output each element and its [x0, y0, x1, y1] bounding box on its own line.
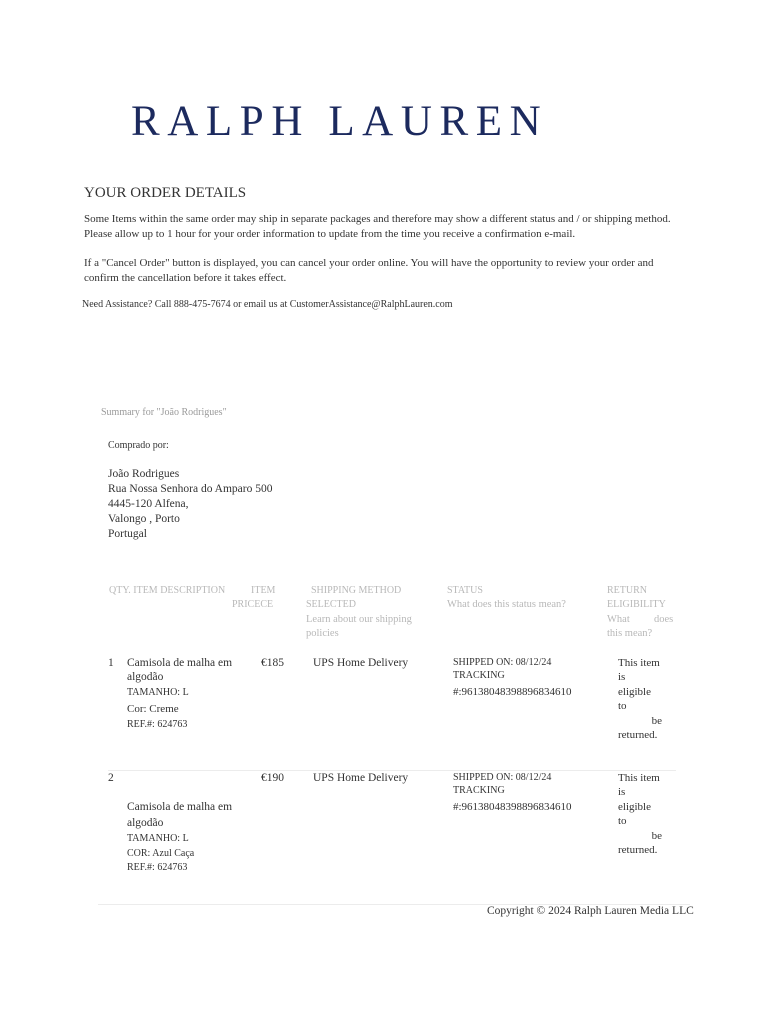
header-shipping-line-1: SHIPPING METHOD [311, 585, 402, 596]
row-2-size: TAMANHO: L [127, 833, 189, 844]
header-return-line-2: ELIGIBILITY [607, 599, 666, 610]
billing-address [108, 467, 273, 542]
row-2-item-name-line-2: algodão [127, 817, 164, 829]
row-2-tracking-label: TRACKING [453, 785, 505, 796]
info-paragraph-2-line-1: If a "Cancel Order" button is displayed, you can cancel your order online. You will have the opportunity to review your order and [84, 257, 654, 269]
return-word: eligible [618, 800, 651, 813]
header-status: STATUS [447, 585, 483, 596]
return-word: returned. [618, 844, 658, 857]
assistance-text: Need Assistance? Call 888-475-7674 or email us at CustomerAssistance@RalphLauren.com [82, 299, 453, 310]
return-word: This item [618, 772, 660, 784]
row-2-item-name-line-1: Camisola de malha em [127, 801, 233, 813]
row-2-color: COR: Azul Caça [127, 848, 195, 859]
header-item-price-line-1: ITEM [251, 585, 276, 596]
return-word: eligible [618, 685, 651, 698]
row-2-ref: REF.#: 624763 [127, 862, 188, 873]
row-2-price: €190 [261, 772, 284, 784]
row-2-qty: 2 [108, 772, 114, 784]
row-1-item-name-line-1: Camisola de malha em [127, 657, 233, 669]
return-word: to [618, 700, 627, 713]
return-meaning-link-does[interactable]: does [654, 614, 674, 625]
row-2-tracking-number[interactable]: #:96138048398896834610 [453, 801, 572, 813]
header-qty-description: QTY. ITEM DESCRIPTION [109, 585, 226, 596]
info-paragraph-1-line-1: Some Items within the same order may ship in separate packages and therefore may show a different status and / or shipping method. [84, 213, 671, 225]
row-1-qty: 1 [108, 657, 114, 669]
address-line: Rua Nossa Senhora do Amparo 500 [108, 483, 273, 495]
info-paragraph-1-line-2: Please allow up to 1 hour for your order information to update from the time you receive a confirmation e-mail. [84, 227, 576, 240]
address-line: João Rodrigues [108, 468, 180, 480]
row-1-shipping-method: UPS Home Delivery [313, 657, 409, 669]
ralph-lauren-logo: RALPH LAUREN [131, 98, 549, 145]
info-paragraph-1 [84, 212, 724, 241]
address-line: Valongo , Porto [108, 513, 180, 525]
shipping-policies-link[interactable] [306, 613, 412, 641]
row-2-return-eligibility [618, 771, 662, 857]
return-word: This item [618, 657, 660, 669]
row-1-tracking-number[interactable]: #:96138048398896834610 [453, 686, 572, 698]
return-meaning-link-line-2[interactable]: this mean? [607, 628, 653, 639]
row-1-shipped-on: SHIPPED ON: 08/12/24 [453, 657, 552, 668]
return-meaning-link-what[interactable]: What [607, 614, 630, 625]
return-word: is [618, 671, 626, 684]
row-2-shipped-on: SHIPPED ON: 08/12/24 [453, 772, 552, 783]
shipping-policies-link-line-2[interactable]: policies [306, 628, 339, 639]
header-item-price-line-2: PRICECE [232, 599, 274, 610]
return-word: returned. [618, 729, 658, 742]
header-shipping-line-2: SELECTED [306, 599, 356, 610]
info-paragraph-2-line-2: confirm the cancellation before it takes effect. [84, 271, 287, 284]
row-1-tracking-label: TRACKING [453, 670, 505, 681]
shipping-policies-link-line-1[interactable]: Learn about our shipping [306, 614, 412, 625]
bought-by-label: Comprado por: [108, 440, 169, 451]
row-2-shipping-method: UPS Home Delivery [313, 772, 409, 784]
row-1-return-eligibility [618, 656, 662, 742]
return-word: be [651, 714, 662, 727]
info-paragraph-2 [84, 256, 724, 285]
address-line: 4445-120 Alfena, [108, 498, 189, 510]
row-1-price: €185 [261, 657, 284, 669]
row-1-ref: REF.#: 624763 [127, 719, 188, 730]
return-word: to [618, 815, 627, 828]
row-1-color: Cor: Creme [127, 703, 179, 715]
return-word: be [651, 829, 662, 842]
return-word: is [618, 786, 626, 799]
status-meaning-link[interactable]: What does this status mean? [447, 599, 566, 610]
page-title: YOUR ORDER DETAILS [84, 185, 247, 201]
address-line: Portugal [108, 528, 147, 540]
header-return-line-1: RETURN [607, 585, 647, 596]
row-1-item-name-line-2: algodão [127, 671, 164, 683]
copyright-text: Copyright © 2024 Ralph Lauren Media LLC [487, 905, 694, 917]
row-1-size: TAMANHO: L [127, 687, 189, 698]
summary-label: Summary for "João Rodrigues" [101, 407, 227, 418]
